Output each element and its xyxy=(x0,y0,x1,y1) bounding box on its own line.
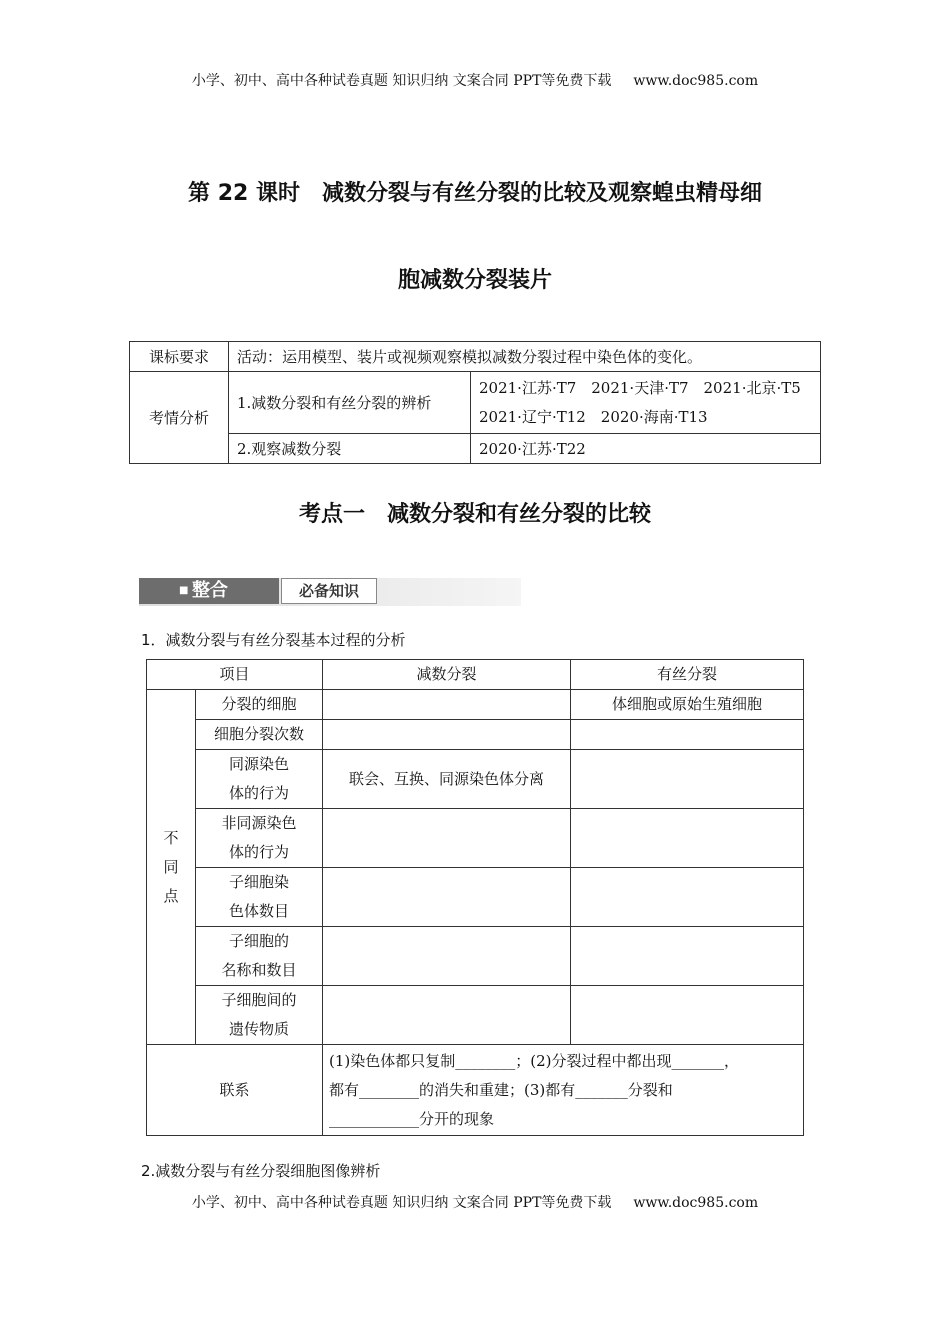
meiosis-cell xyxy=(323,868,571,927)
section-title: 考点一 减数分裂和有丝分裂的比较 xyxy=(298,502,651,527)
cell: 2020·江苏·T22 xyxy=(471,434,821,464)
square-icon: ■ xyxy=(179,585,192,596)
footer-url[interactable]: www.doc985.com xyxy=(633,1195,759,1211)
item-cell xyxy=(196,868,323,927)
question-1-title: 1．减数分裂与有丝分裂基本过程的分析 xyxy=(141,631,406,649)
header-cell: 项目 xyxy=(147,660,323,690)
refs: 2021·江苏·T7 2021·天津·T7 2021·北京·T5 xyxy=(479,378,801,397)
table-row xyxy=(147,986,804,1045)
group-label xyxy=(147,690,196,1045)
label: 考情分析 xyxy=(130,372,229,464)
banner-main-label: 整合 xyxy=(191,580,228,601)
meiosis-cell xyxy=(323,986,571,1045)
mitosis-cell xyxy=(571,927,804,986)
question-2-title: 2.减数分裂与有丝分裂细胞图像辨析 xyxy=(141,1162,381,1180)
label: 课标要求 xyxy=(130,342,229,372)
section-banner xyxy=(139,578,521,606)
header-text: 小学、初中、高中各种试卷真题 知识归纳 文案合同 PPT等免费下载 xyxy=(191,73,612,89)
mitosis-cell xyxy=(571,868,804,927)
mitosis-cell xyxy=(571,720,804,750)
header-url[interactable]: www.doc985.com xyxy=(633,73,759,89)
item-text: 遗传物质 xyxy=(228,1020,289,1038)
table-row xyxy=(147,720,804,750)
item-cell xyxy=(196,927,323,986)
item-text: 体的行为 xyxy=(228,784,289,802)
header-cell: 有丝分裂 xyxy=(571,660,804,690)
lesson-title-line1: 第 22 课时 减数分裂与有丝分裂的比较及观察蝗虫精母细 xyxy=(188,181,762,206)
item-text: 体的行为 xyxy=(228,843,289,861)
meiosis-cell: 联会、互换、同源染色体分离 xyxy=(323,750,571,809)
footer-text: 小学、初中、高中各种试卷真题 知识归纳 文案合同 PPT等免费下载 xyxy=(191,1195,612,1211)
link-text xyxy=(323,1045,804,1136)
refs: 2021·辽宁·T12 2020·海南·T13 xyxy=(479,407,708,426)
mitosis-cell xyxy=(571,809,804,868)
comparison-table xyxy=(146,659,804,1136)
item-text: 分裂的细胞 xyxy=(221,695,297,713)
table-row xyxy=(147,927,804,986)
item-cell xyxy=(196,690,323,720)
link-line: (1)染色体都只复制________；(2)分裂过程中都出现_______， xyxy=(329,1051,739,1070)
item-text: 同源染色 xyxy=(228,755,289,773)
banner-main xyxy=(139,578,279,604)
meiosis-cell xyxy=(323,927,571,986)
page-header xyxy=(0,70,950,90)
cell xyxy=(471,372,821,434)
item-text: 子细胞染 xyxy=(228,873,289,891)
meiosis-cell xyxy=(323,720,571,750)
item-cell xyxy=(196,986,323,1045)
item-cell xyxy=(196,750,323,809)
group-char: 不 xyxy=(163,828,179,847)
item-text: 名称和数目 xyxy=(221,961,297,979)
banner-sub: 必备知识 xyxy=(281,578,377,604)
link-line: 都有________的消失和重建；(3)都有_______分裂和 xyxy=(329,1080,673,1099)
item-cell xyxy=(196,720,323,750)
table-row xyxy=(147,868,804,927)
requirements-table xyxy=(129,341,821,464)
group-char: 点 xyxy=(163,886,179,905)
header-cell: 减数分裂 xyxy=(323,660,571,690)
item-text: 非同源染色 xyxy=(221,814,297,832)
cell: 活动：运用模型、装片或视频观察模拟减数分裂过程中染色体的变化。 xyxy=(229,342,821,372)
mitosis-cell: 体细胞或原始生殖细胞 xyxy=(571,690,804,720)
table-row xyxy=(147,690,804,720)
link-label: 联系 xyxy=(147,1045,323,1136)
group-char: 同 xyxy=(163,857,179,876)
page-footer xyxy=(0,1192,950,1212)
mitosis-cell xyxy=(571,750,804,809)
item-text: 子细胞间的 xyxy=(221,991,297,1009)
table-row xyxy=(147,809,804,868)
cell: 1.减数分裂和有丝分裂的辨析 xyxy=(229,372,471,434)
mitosis-cell xyxy=(571,986,804,1045)
table-row xyxy=(147,750,804,809)
cell: 2.观察减数分裂 xyxy=(229,434,471,464)
link-line: ____________分开的现象 xyxy=(329,1109,495,1128)
item-cell xyxy=(196,809,323,868)
lesson-title-line2: 胞减数分裂装片 xyxy=(397,268,552,293)
item-text: 细胞分裂次数 xyxy=(213,725,304,743)
item-text: 子细胞的 xyxy=(228,932,289,950)
meiosis-cell xyxy=(323,809,571,868)
item-text: 色体数目 xyxy=(228,902,289,920)
meiosis-cell xyxy=(323,690,571,720)
